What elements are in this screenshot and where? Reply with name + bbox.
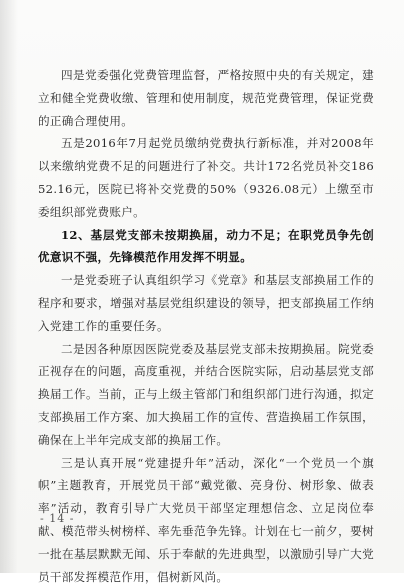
paragraph-party-fee-new-standard: 五是2016年7月起党员缴纳党费执行新标准，并对2008年以来缴纳党费不足的问题进行了补交。共计172名党员补交18652.16元，医院已将补交党费的50%（9326.08元）上缴至市委组织部党费账户。 bbox=[38, 136, 374, 219]
page-edge-shadow bbox=[0, 0, 18, 573]
section-heading-12: 12、基层党支部未按期换届，动力不足；在职党员争先创优意识不强，先锋模范作用发挥不明显。 bbox=[38, 227, 374, 265]
paragraph-party-fee-supervision: 四是党委强化党费管理监督，严格按照中央的有关规定，建立和健全党费收缴、管理和使用制度，规范党费管理，保证党费的正确合理使用。 bbox=[38, 68, 374, 128]
document-body bbox=[38, 64, 374, 588]
paragraph-branch-election: 二是因各种原因医院党委及基层党支部未按期换届。院党委正视存在的问题，高度重视，并结合医院实际，启动基层党支部换届工作。当前，正与上级主管部门和组织部门进行沟通，拟定支部换届工作方案、加大换届工作的宣传、营造换届工作氛围，确保在上半年完成支部的换届工作。 bbox=[38, 341, 374, 447]
page-number: - 14 - bbox=[40, 512, 75, 525]
paragraph-party-building-year: 三是认真开展“党建提升年”活动，深化“一个党员一个旗帜”主题教育，开展党员干部“戴党徽、亮身份、树形象、做表率”活动，教育引导广大党员干部坚定理想信念、立足岗位奉献、模范带头树榜样、率先垂范争先锋。计划在七一前夕，要树一批在基层默默无闻、乐于奉献的先进典型，以激励引导广大党员干部发挥模范作用，倡树新风尚。 bbox=[38, 455, 374, 584]
paragraph-study-party-constitution: 一是党委班子认真组织学习《党章》和基层支部换届工作的程序和要求，增强对基层党组织建设的领导，把支部换届工作纳入党建工作的重要任务。 bbox=[38, 273, 374, 333]
